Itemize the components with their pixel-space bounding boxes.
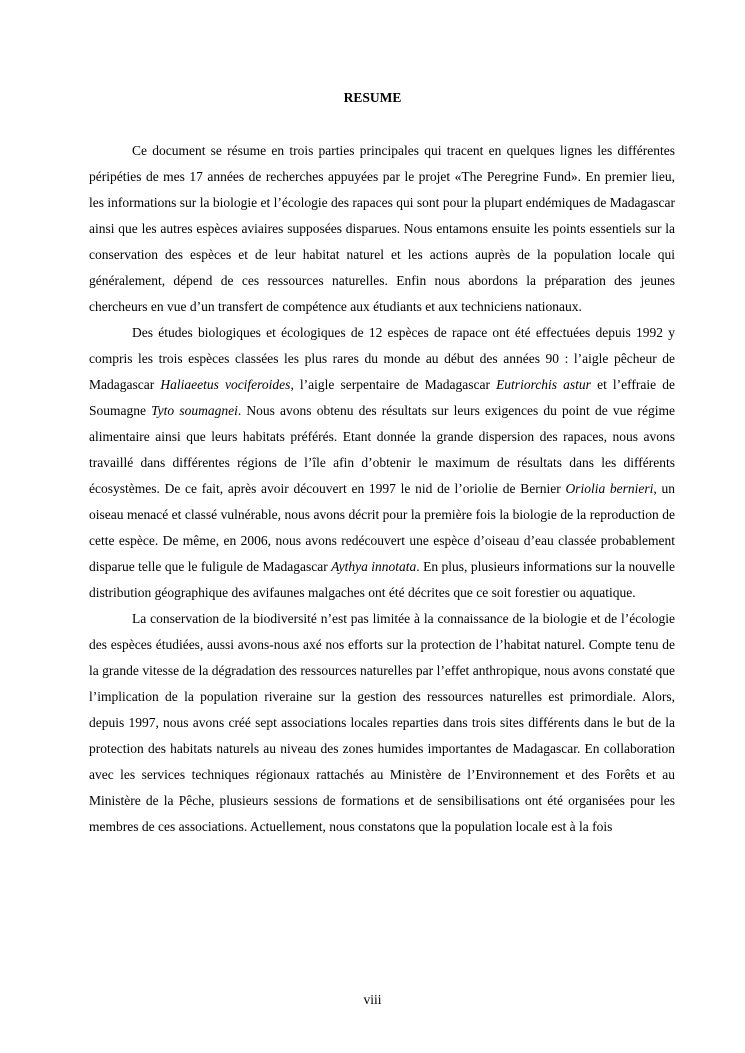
paragraph-text: et l’effraie de Soumagne	[89, 377, 676, 418]
paragraph-text: . Nous avons obtenu des résultats sur leurs exigences du point de vue régime alimentaire ainsi que leurs habitats préférés. Etant donnée la grande dispersion des rapaces, nous avons travaillé dans différentes régions de l’île afin d’obtenir le maximum de résultats dans les différents écosystèmes. De ce fait, après avoir découvert en 1997 le nid de l’oriolie de Bernier	[89, 403, 676, 496]
paragraph-text: , l’aigle serpentaire de Madagascar	[290, 377, 497, 392]
paragraph-biological-studies	[89, 320, 675, 606]
paragraph-text: , un oiseau menacé et classé vulnérable, nous avons décrit pour la première fois la biologie de la reproduction de cette espèce. De même, en 2006, nous avons redécouvert une espèce d’oiseau d’eau classée probablement disparue telle que le fuligule de Madagascar	[89, 481, 676, 574]
page-number: viii	[363, 992, 382, 1007]
paragraph-conservation	[89, 606, 675, 840]
paragraph-text: Ce document se résume en trois parties principales qui tracent en quelques lignes les différentes péripéties de mes 17 années de recherches appuyées par le projet «The Peregrine Fund». En premier lieu, les informations sur la biologie et l’écologie des rapaces qui sont pour la plupart endémiques de Madagascar ainsi que les autres espèces aviaires supposées disparues. Nous entamons ensuite les points essentiels sur la conservation des espèces et de leur habitat naturel et les actions auprès de la population locale qui généralement, dépend de ces ressources naturelles. Enfin nous abordons la préparation des jeunes chercheurs en vue d’un transfert de compétence aux étudiants et aux techniciens nationaux.	[89, 143, 675, 314]
species-name: Tyto soumagnei	[151, 403, 238, 418]
summary-body	[89, 138, 675, 840]
species-name: Oriolia bernieri	[565, 481, 654, 496]
paragraph-text: Des études biologiques et écologiques de 12 espèces de rapace ont été effectuées depuis 1992 y compris les trois espèces classées les plus rares du monde au début des années 90 : l’aigle pêcheur de Madagascar	[89, 325, 675, 392]
species-name: Haliaeetus vociferoides	[160, 377, 291, 392]
page-title: RESUME	[343, 90, 402, 105]
paragraph-introduction	[89, 138, 675, 320]
species-name: Aythya innotata	[331, 559, 417, 574]
paragraph-text: La conservation de la biodiversité n’est pas limitée à la connaissance de la biologie et de l’écologie des espèces étudiées, aussi avons-nous axé nos efforts sur la protection de l’habitat naturel. Compte tenu de la grande vitesse de la dégradation des ressources naturelles par l’effet anthropique, nous avons constaté que l’implication de la population riveraine sur la gestion des ressources naturelles est primordiale. Alors, depuis 1997, nous avons créé sept associations locales reparties dans trois sites différents dans le but de la protection des habitats naturels au niveau des zones humides importantes de Madagascar. En collaboration avec les services techniques régionaux rattachés au Ministère de l’Environnement et des Forêts et au Ministère de la Pêche, plusieurs sessions de formations et de sensibilisations ont été organisées pour les membres de ces associations. Actuellement, nous constatons que la population locale est à la fois	[89, 611, 675, 834]
paragraph-text: . En plus, plusieurs informations sur la nouvelle distribution géographique des avifaunes malgaches ont été décrites que ce soit forestier ou aquatique.	[89, 559, 675, 600]
species-name: Eutriorchis astur	[496, 377, 591, 392]
